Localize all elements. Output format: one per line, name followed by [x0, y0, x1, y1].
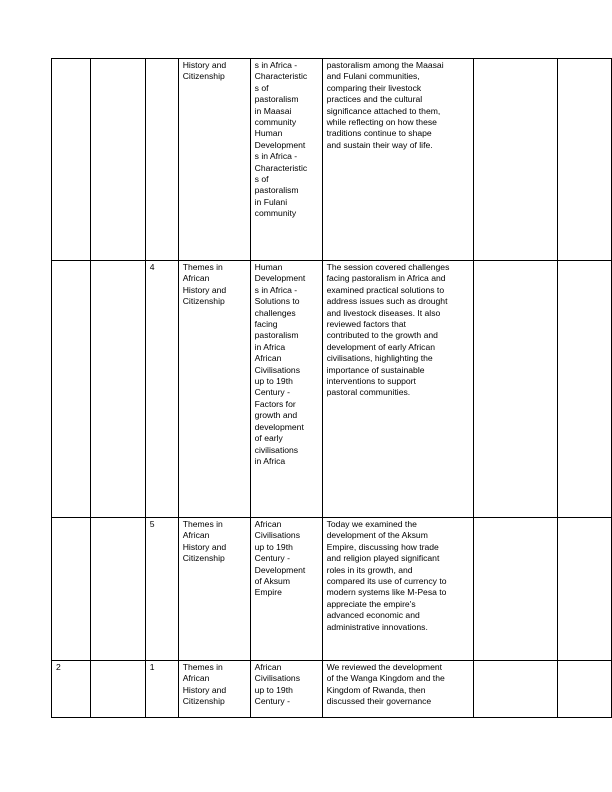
week-cell — [52, 59, 91, 261]
empty-cell — [558, 661, 612, 718]
sub-strand-cell: Human Development s in Africa - Solutions to challenges facing pastoralism in Africa African Civilisations up to 19th Century - Factors for growth and development of early civilisations in Africa — [250, 261, 322, 518]
empty-cell — [90, 261, 145, 518]
empty-cell — [90, 661, 145, 718]
empty-cell — [558, 59, 612, 261]
sub-strand-cell: African Civilisations up to 19th Century - — [250, 661, 322, 718]
strand-cell: Themes in African History and Citizenship — [178, 661, 250, 718]
week-cell — [52, 261, 91, 518]
lesson-cell: 1 — [145, 661, 178, 718]
strand-cell: Themes in African History and Citizenship — [178, 518, 250, 661]
reflection-cell: The session covered challenges facing pastoralism in Africa and examined practical solutions to address issues such as drought and livestock diseases. It also reviewed factors that contributed to the growth and development of early African civilisations, highlighting the importance of sustainable interventions to support pastoral communities. — [322, 261, 474, 518]
lesson-plan-table — [51, 58, 612, 718]
lesson-cell: 4 — [145, 261, 178, 518]
sub-strand-cell: African Civilisations up to 19th Century - Development of Aksum Empire — [250, 518, 322, 661]
reflection-cell: We reviewed the development of the Wanga Kingdom and the Kingdom of Rwanda, then discussed their governance — [322, 661, 474, 718]
empty-cell — [90, 59, 145, 261]
table-row — [52, 518, 612, 661]
empty-cell — [558, 261, 612, 518]
reflection-cell: Today we examined the development of the Aksum Empire, discussing how trade and religion played significant roles in its growth, and compared its use of currency to modern systems like M-Pesa to appreciate the empire's advanced economic and administrative innovations. — [322, 518, 474, 661]
empty-cell — [90, 518, 145, 661]
table-row — [52, 661, 612, 718]
empty-cell — [474, 59, 558, 261]
reflection-cell: pastoralism among the Maasai and Fulani communities, comparing their livestock practices and the cultural significance attached to them, while reflecting on how these traditions continue to shape and sustain their way of life. — [322, 59, 474, 261]
lesson-cell: 5 — [145, 518, 178, 661]
lesson-cell — [145, 59, 178, 261]
sub-strand-cell: s in Africa - Characteristic s of pastoralism in Maasai community Human Development s in Africa - Characteristic s of pastoralism in Fulani community — [250, 59, 322, 261]
empty-cell — [558, 518, 612, 661]
empty-cell — [474, 518, 558, 661]
week-cell: 2 — [52, 661, 91, 718]
table-row — [52, 261, 612, 518]
empty-cell — [474, 661, 558, 718]
strand-cell: History and Citizenship — [178, 59, 250, 261]
week-cell — [52, 518, 91, 661]
empty-cell — [474, 261, 558, 518]
table-row — [52, 59, 612, 261]
strand-cell: Themes in African History and Citizenship — [178, 261, 250, 518]
